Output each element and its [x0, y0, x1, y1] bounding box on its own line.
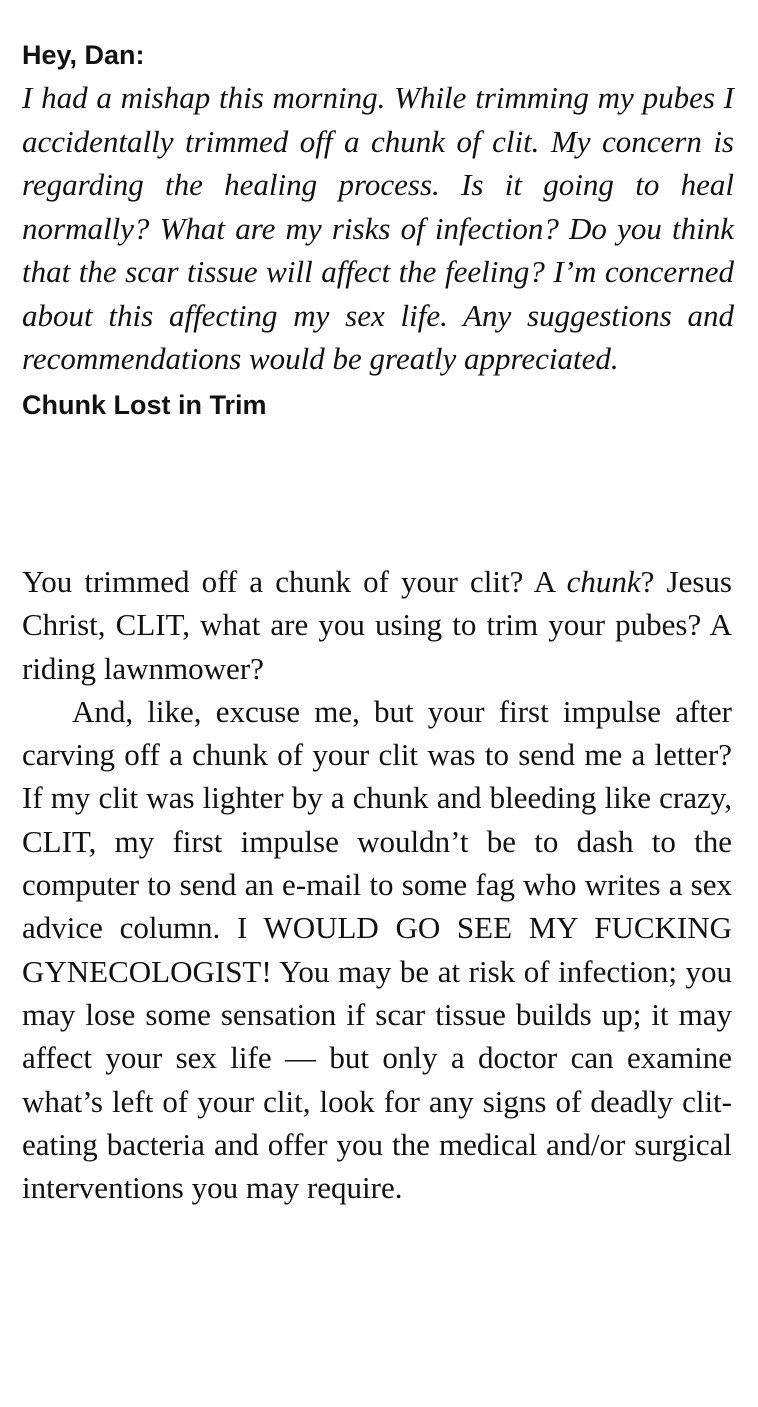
reader-letter	[22, 40, 734, 421]
answer-p1-emphasis: chunk	[566, 564, 641, 599]
letter-salutation: Hey, Dan:	[22, 40, 145, 70]
answer-p1-end: ? Jesus Christ, CLIT, what are you using to trim your pubes? A riding lawnmower?	[22, 564, 732, 686]
letter-signoff: Chunk Lost in Trim	[22, 389, 267, 420]
answer-paragraph-2: And, like, excuse me, but your first impulse after carving off a chunk of your clit was to send me a letter? If my clit was lighter by a chunk and bleeding like crazy, CLIT, my first impulse wouldn’t be to dash to the computer to send an e-mail to some fag who writes a sex advice column. I WOULD GO SEE MY FUCKING GYNECOLOGIST! You may be at risk of infection; you may lose some sensation if scar tissue builds up; it may affect your sex life — but only a doctor can examine what’s left of your clit, look for any signs of deadly clit-eating bacteria and offer you the medical and/or surgical interventions you may require.	[22, 693, 732, 1206]
answer-p1-start: You trimmed off a chunk of your clit? A	[22, 564, 567, 599]
answer-paragraph-1	[22, 560, 732, 690]
letter-question: I had a mishap this morning. While trimming my pubes I accidentally trimmed off a chunk of clit. My concern is regarding the healing process. Is it going to heal normally? What are my risks of infection? Do you think that the scar tissue will affect the feeling? I’m concerned about this affecting my sex life. Any suggestions and recommendations would be greatly appreciated.	[22, 80, 734, 376]
columnist-answer	[22, 560, 732, 1209]
